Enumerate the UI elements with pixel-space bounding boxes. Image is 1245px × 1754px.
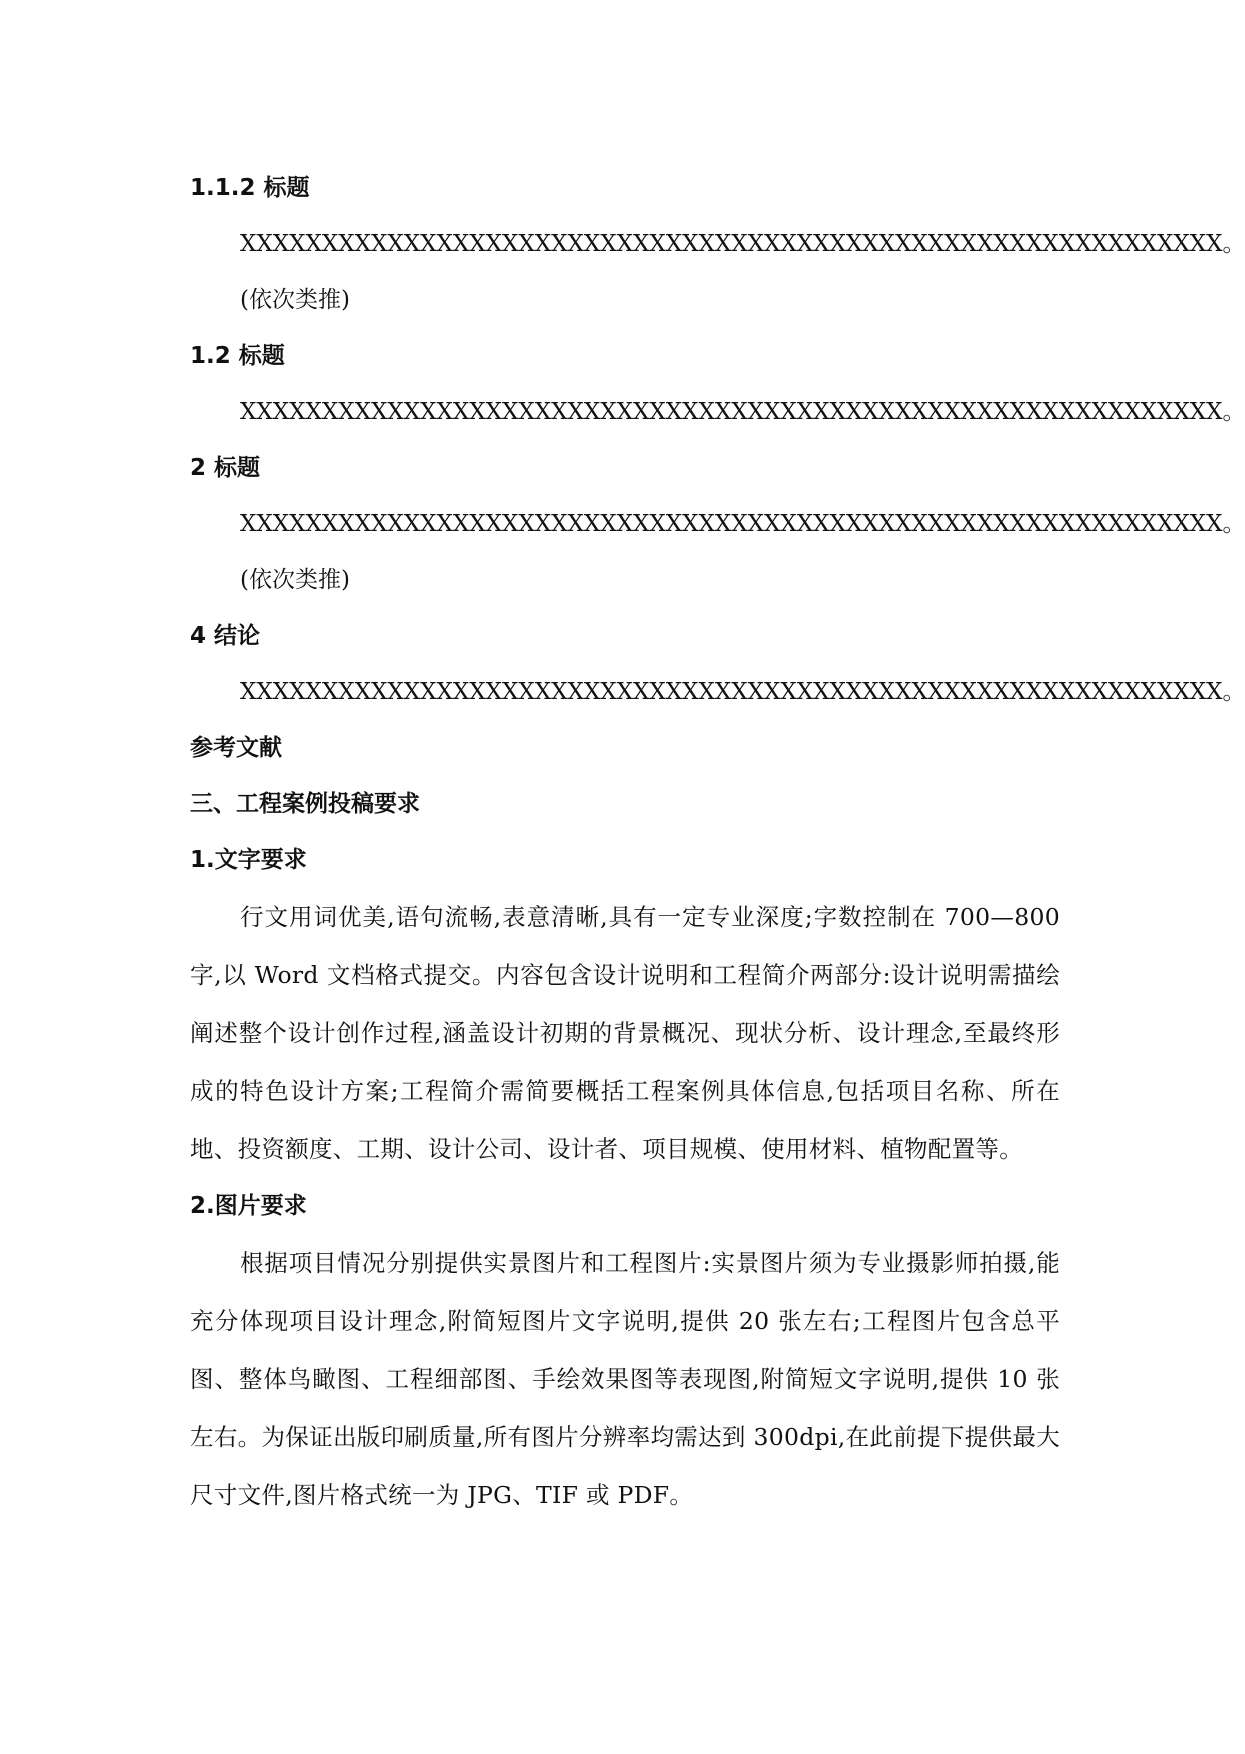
heading-references: 参考文献 bbox=[190, 735, 282, 761]
heading-1-1-2: 1.1.2 标题 bbox=[190, 175, 310, 201]
placeholder-paragraph: XXXXXXXXXXXXXXXXXXXXXXXXXXXXXXXXXXXXXXXXXXXXXXXXXXXXXXXXXXXX。 bbox=[240, 231, 1245, 257]
heading-2: 2 标题 bbox=[190, 455, 261, 481]
placeholder-paragraph: XXXXXXXXXXXXXXXXXXXXXXXXXXXXXXXXXXXXXXXXXXXXXXXXXXXXXXXXXXXX。 bbox=[240, 511, 1245, 537]
placeholder-paragraph: XXXXXXXXXXXXXXXXXXXXXXXXXXXXXXXXXXXXXXXXXXXXXXXXXXXXXXXXXXXX。 bbox=[240, 679, 1245, 705]
text-requirements-body: 行文用词优美,语句流畅,表意清晰,具有一定专业深度;字数控制在 700—800 字,以 Word 文档格式提交。内容包含设计说明和工程简介两部分:设计说明需描绘阐述整个设计创作过程,涵盖设计初期的背景概况、现状分析、设计理念,至最终形成的特色设计方案;工程简介需简要概括工程案例具体信息,包括项目名称、所在地、投资额度、工期、设计公司、设计者、项目规模、使用材料、植物配置等。 bbox=[190, 903, 1060, 1163]
image-requirements-body: 根据项目情况分别提供实景图片和工程图片:实景图片须为专业摄影师拍摄,能充分体现项目设计理念,附简短图片文字说明,提供 20 张左右;工程图片包含总平图、整体鸟瞰图、工程细部图、手绘效果图等表现图,附简短文字说明,提供 10 张左右。为保证出版印刷质量,所有图片分辨率均需达到 300dpi,在此前提下提供最大尺寸文件,图片格式统一为 JPG、TIF 或 PDF。 bbox=[190, 1249, 1060, 1509]
page-content bbox=[190, 160, 1245, 1524]
heading-image-requirements: 2.图片要求 bbox=[190, 1193, 307, 1219]
etc-note: (依次类推) bbox=[240, 287, 350, 313]
heading-1-2: 1.2 标题 bbox=[190, 343, 285, 369]
etc-note: (依次类推) bbox=[240, 567, 350, 593]
heading-text-requirements: 1.文字要求 bbox=[190, 847, 307, 873]
heading-section-3: 三、工程案例投稿要求 bbox=[190, 791, 420, 817]
placeholder-paragraph: XXXXXXXXXXXXXXXXXXXXXXXXXXXXXXXXXXXXXXXXXXXXXXXXXXXXXXXXXXXX。 bbox=[240, 399, 1245, 425]
heading-4-conclusion: 4 结论 bbox=[190, 623, 261, 649]
